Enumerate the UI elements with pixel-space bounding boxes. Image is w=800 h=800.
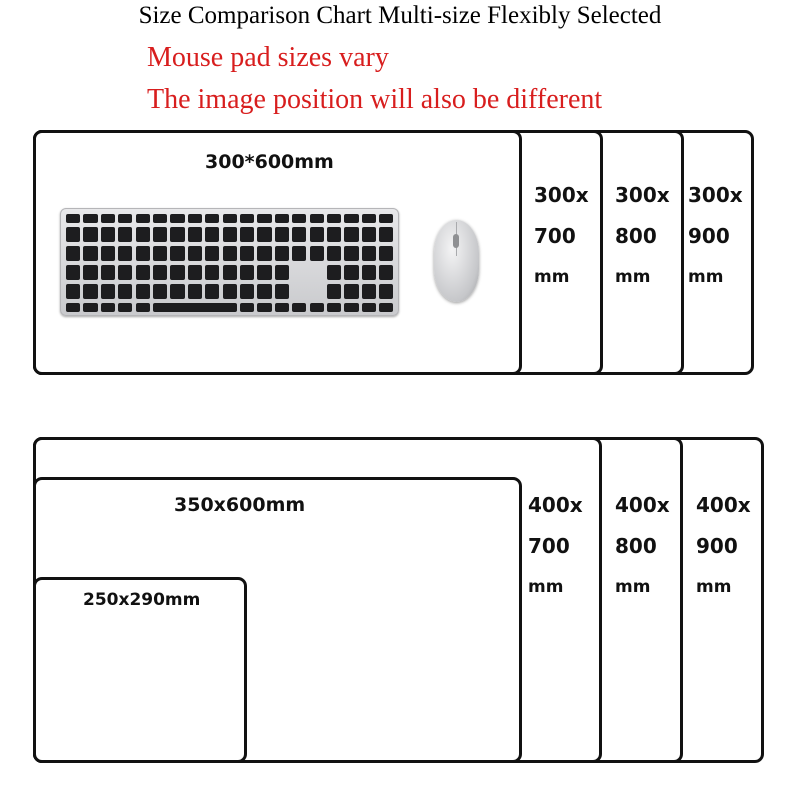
keyboard-key bbox=[275, 227, 289, 242]
keyboard-key bbox=[362, 265, 376, 280]
keyboard-key bbox=[292, 303, 306, 312]
keyboard-key bbox=[188, 284, 202, 299]
keyboard-key bbox=[205, 265, 219, 280]
keyboard-key bbox=[118, 246, 132, 261]
size-length: 900 bbox=[696, 534, 738, 558]
keyboard-key bbox=[240, 246, 254, 261]
keyboard-key bbox=[118, 303, 132, 312]
keyboard-key bbox=[66, 214, 80, 223]
keyboard-key bbox=[118, 227, 132, 242]
size-label-300x700 bbox=[534, 175, 589, 298]
size-length: 800 bbox=[615, 224, 657, 248]
keyboard-key bbox=[205, 227, 219, 242]
keyboard-key bbox=[153, 303, 237, 312]
keyboard-key bbox=[170, 227, 184, 242]
keyboard-key bbox=[136, 246, 150, 261]
keyboard-key bbox=[153, 246, 167, 261]
chart-title: Size Comparison Chart Multi-size Flexibly Selected bbox=[138, 2, 662, 29]
keyboard-key bbox=[310, 214, 324, 223]
keyboard-key bbox=[188, 227, 202, 242]
keyboard-key bbox=[310, 227, 324, 242]
size-width: 300x bbox=[615, 183, 670, 207]
keyboard-key bbox=[205, 246, 219, 261]
size-width: 400x bbox=[615, 493, 670, 517]
keyboard-key bbox=[362, 303, 376, 312]
keyboard-key bbox=[257, 284, 271, 299]
keyboard-key bbox=[83, 265, 97, 280]
note-image-position: The image position will also be different bbox=[147, 84, 603, 115]
keyboard-key bbox=[170, 284, 184, 299]
keyboard-key bbox=[188, 246, 202, 261]
keyboard-key bbox=[327, 284, 341, 299]
keyboard-key bbox=[292, 214, 306, 223]
keyboard-key bbox=[136, 303, 150, 312]
keyboard-key bbox=[240, 227, 254, 242]
size-width: 300x bbox=[534, 183, 589, 207]
keyboard-key bbox=[379, 284, 393, 299]
keyboard-key bbox=[223, 227, 237, 242]
keyboard-key bbox=[310, 246, 324, 261]
keyboard-key bbox=[170, 214, 184, 223]
size-unit: mm bbox=[615, 267, 651, 287]
keyboard-key bbox=[118, 284, 132, 299]
keyboard-key bbox=[66, 227, 80, 242]
keyboard-key bbox=[83, 303, 97, 312]
keyboard-key bbox=[153, 265, 167, 280]
size-width: 300x bbox=[688, 183, 743, 207]
label-350x600: 350x600mm bbox=[174, 494, 306, 516]
keyboard-key bbox=[223, 284, 237, 299]
size-unit: mm bbox=[696, 577, 732, 597]
keyboard-key bbox=[205, 284, 219, 299]
keyboard-key bbox=[136, 265, 150, 280]
size-unit: mm bbox=[615, 577, 651, 597]
keyboard-key bbox=[101, 214, 115, 223]
keyboard-key bbox=[66, 246, 80, 261]
keyboard-key bbox=[292, 246, 306, 261]
keyboard-key bbox=[344, 214, 358, 223]
size-label-300x800 bbox=[615, 175, 670, 298]
keyboard-key bbox=[136, 214, 150, 223]
keyboard-key bbox=[83, 214, 97, 223]
keyboard-key bbox=[362, 284, 376, 299]
keyboard-key bbox=[379, 227, 393, 242]
size-unit: mm bbox=[534, 267, 570, 287]
keyboard-key bbox=[118, 214, 132, 223]
keyboard-key bbox=[101, 227, 115, 242]
keyboard-key bbox=[310, 303, 324, 312]
keyboard-key bbox=[275, 284, 289, 299]
keyboard-key bbox=[379, 303, 393, 312]
keyboard-key bbox=[240, 265, 254, 280]
keyboard-key bbox=[257, 246, 271, 261]
keyboard-key bbox=[66, 284, 80, 299]
keyboard-key bbox=[257, 265, 271, 280]
size-label-300x900 bbox=[688, 175, 743, 298]
keyboard-key bbox=[83, 227, 97, 242]
size-length: 900 bbox=[688, 224, 730, 248]
mouse-illustration bbox=[434, 220, 479, 302]
label-300x600: 300*600mm bbox=[205, 151, 334, 173]
keyboard-key bbox=[275, 265, 289, 280]
keyboard-key bbox=[292, 227, 306, 242]
keyboard-key bbox=[379, 246, 393, 261]
keyboard-key bbox=[136, 284, 150, 299]
keyboard-key bbox=[101, 303, 115, 312]
keyboard-key bbox=[83, 246, 97, 261]
keyboard-key bbox=[257, 227, 271, 242]
mouse-wheel bbox=[453, 234, 459, 248]
keyboard-key bbox=[240, 214, 254, 223]
size-label-400x900 bbox=[696, 485, 751, 608]
keyboard-key bbox=[205, 214, 219, 223]
keyboard-key bbox=[275, 303, 289, 312]
keyboard-key bbox=[275, 214, 289, 223]
keyboard-key bbox=[83, 284, 97, 299]
keyboard-key bbox=[136, 227, 150, 242]
keyboard-key bbox=[379, 214, 393, 223]
keyboard-key bbox=[240, 284, 254, 299]
label-250x290: 250x290mm bbox=[83, 590, 201, 610]
keyboard-key bbox=[188, 265, 202, 280]
keyboard-key bbox=[344, 303, 358, 312]
keyboard-key bbox=[101, 246, 115, 261]
keyboard-key bbox=[362, 227, 376, 242]
size-unit: mm bbox=[528, 577, 564, 597]
size-width: 400x bbox=[696, 493, 751, 517]
keyboard-key bbox=[257, 214, 271, 223]
keyboard-key bbox=[223, 214, 237, 223]
keyboard-illustration bbox=[60, 208, 399, 316]
keyboard-key bbox=[66, 303, 80, 312]
keyboard-key bbox=[223, 265, 237, 280]
keyboard-key bbox=[327, 227, 341, 242]
keyboard-key bbox=[240, 303, 254, 312]
keyboard-key bbox=[101, 265, 115, 280]
keyboard-key bbox=[344, 227, 358, 242]
size-length: 800 bbox=[615, 534, 657, 558]
keyboard-key bbox=[362, 246, 376, 261]
size-length: 700 bbox=[528, 534, 570, 558]
keyboard-key bbox=[344, 284, 358, 299]
keyboard-key bbox=[362, 214, 376, 223]
keyboard-key bbox=[101, 284, 115, 299]
size-label-400x700 bbox=[528, 485, 583, 608]
keyboard-key bbox=[327, 303, 341, 312]
size-label-400x800 bbox=[615, 485, 670, 608]
keyboard-key bbox=[344, 265, 358, 280]
keyboard-key bbox=[327, 214, 341, 223]
keyboard-key bbox=[275, 246, 289, 261]
keyboard-key bbox=[223, 246, 237, 261]
note-sizes-vary: Mouse pad sizes vary bbox=[147, 42, 389, 73]
keyboard-key bbox=[344, 246, 358, 261]
keyboard-key bbox=[327, 246, 341, 261]
keyboard-key bbox=[153, 214, 167, 223]
keyboard-key bbox=[188, 214, 202, 223]
keyboard-key bbox=[257, 303, 271, 312]
keyboard-key bbox=[153, 227, 167, 242]
size-unit: mm bbox=[688, 267, 724, 287]
keyboard-key bbox=[170, 265, 184, 280]
keyboard-key bbox=[170, 246, 184, 261]
keyboard-key bbox=[118, 265, 132, 280]
size-length: 700 bbox=[534, 224, 576, 248]
keyboard-key bbox=[327, 265, 341, 280]
keyboard-key bbox=[153, 284, 167, 299]
keyboard-key bbox=[379, 265, 393, 280]
keyboard-key bbox=[66, 265, 80, 280]
size-width: 400x bbox=[528, 493, 583, 517]
